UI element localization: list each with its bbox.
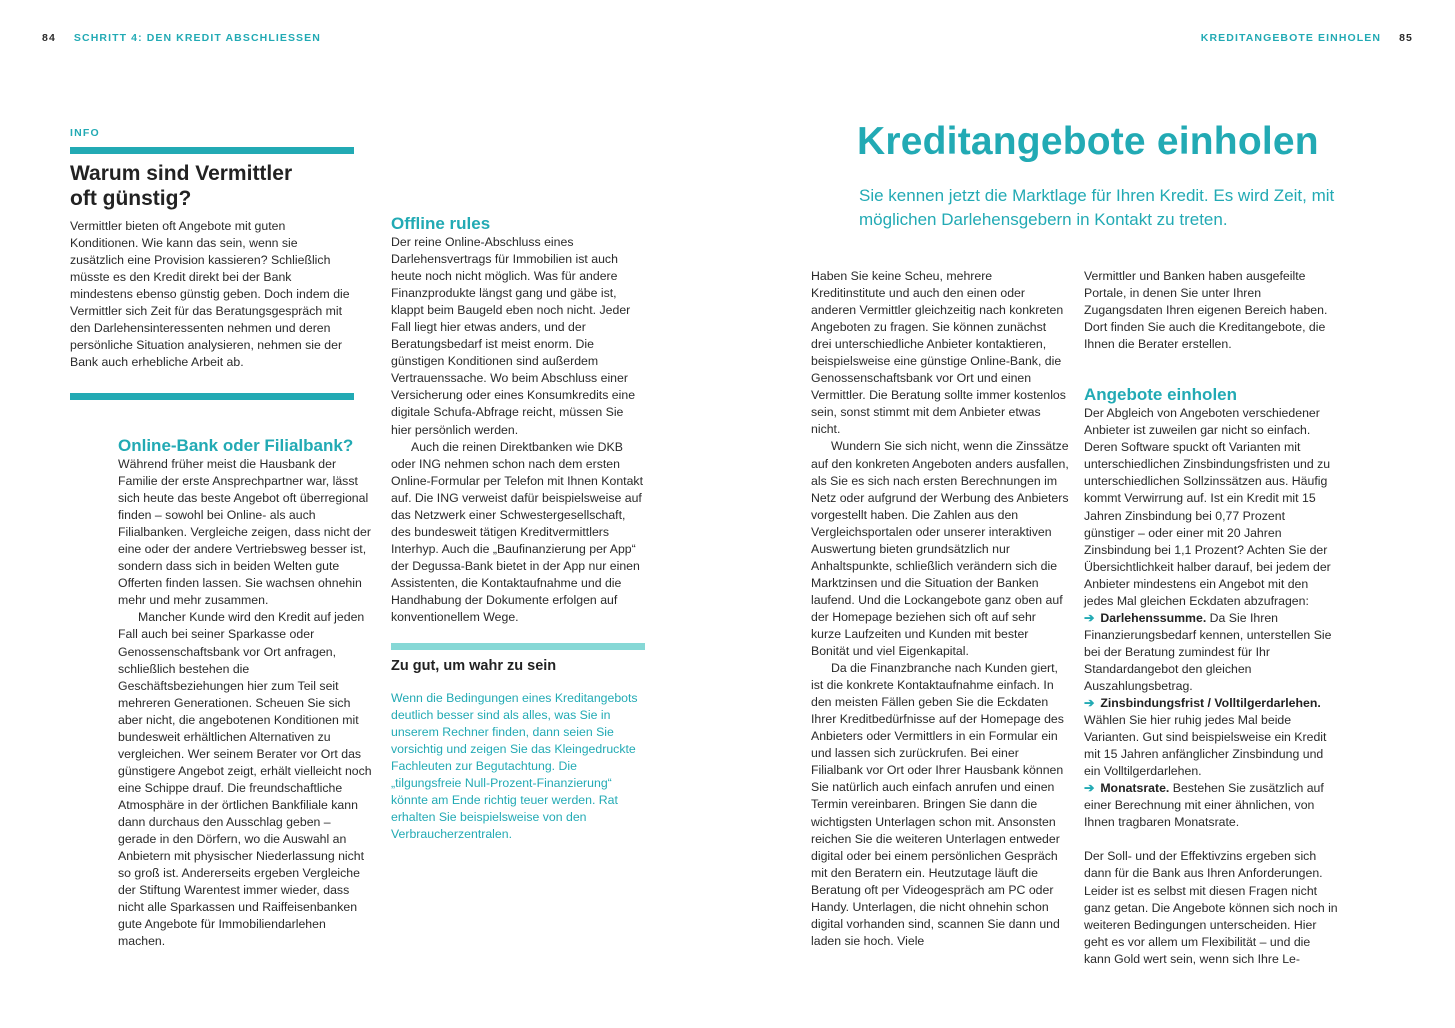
info-bottom-rule	[70, 393, 354, 400]
paragraph: Wundern Sie sich nicht, wenn die Zinssätze auf den konkreten Angeboten anders ausfallen, als Sie es sich nach ersten Berechnungen im Netz oder aufgrund der Werbung des Anbieters vorgestellt haben. Die Zahlen aus den Vergleichsportalen oder unserer interaktiven Auswertung bieten grundsätzlich nur Anhaltspunkte, schließlich verändern sich die Marktzinsen und die Situation der Banken laufend. Und die Lockangebote ganz oben auf der Homepage beziehen sich oft auf sehr kurze Laufzeiten und Kunden mit bester Bonität und viel Eigenkapital.	[811, 439, 1069, 659]
warning-text: Wenn die Bedingungen eines Kreditangebots deutlich besser sind als alles, was Sie in unserem Rechner finden, dann seien Sie vorsichtig und zeigen Sie das Kleingedruckte Fachleuten zur Begutachtung. Die „tilgungsfreie Null-Prozent-Finanzierung“ könnte am Ende richtig teuer werden. Rat erhalten Sie beispielsweise von den Verbraucherzentralen.	[391, 691, 638, 842]
chapter-lead: Sie kennen jetzt die Marktlage für Ihren Kredit. Es wird Zeit, mit möglichen Darlehensgebern in Kontakt zu treten.	[859, 186, 1335, 229]
paragraph: Der reine Online-Abschluss eines Darlehensvertrags für Immobilien ist auch heute noch nicht möglich. Was für andere Finanzprodukte längst gang und gäbe ist, klappt beim Baugeld eben noch nicht. Jeder Fall liegt hier etwas anders, und der Beratungsbedarf ist meist enorm. Die günstigen Konditionen sind außerdem Vertrauenssache. Wo beim Abschluss einer Versicherung oder eines Konsumkredits eine digitale Schufa-Abfrage reicht, müssen Sie hier persönlich werden.	[391, 235, 636, 437]
bullet-item	[1084, 780, 1338, 831]
right-column-1	[811, 268, 1069, 950]
left-running-title: SCHRITT 4: DEN KREDIT ABSCHLIESSEN	[73, 32, 321, 44]
arrow-right-icon: ➔	[1084, 610, 1095, 625]
arrow-right-icon: ➔	[1084, 696, 1095, 711]
warning-title: Zu gut, um wahr zu sein	[391, 658, 557, 674]
paragraph: Haben Sie keine Scheu, mehrere Kreditinstitute und auch den einen oder anderen Vermittler gleichzeitig nach konkreten Angeboten zu fragen. Sie können zunächst drei unterschiedliche Anbieter kontaktieren, beispielsweise eine günstige Online-Bank, die Genossenschaftsbank vor Ort und einen Vermittler. Die Beratung sollte immer kostenlos sein, sonst stimmt mit dem Anbieter etwas nicht.	[811, 269, 1066, 437]
info-title	[70, 162, 354, 211]
right-column-2	[1084, 268, 1338, 968]
arrow-right-icon: ➔	[1084, 781, 1095, 796]
info-top-rule	[70, 147, 354, 154]
bullet-list	[1084, 610, 1338, 832]
info-text: Vermittler bieten oft Angebote mit guten Konditionen. Wie kann das sein, wenn sie zusätzlich eine Provision kassieren? Schließlich müsste es den Kredit direkt bei der Bank mindestens ebenso günstig geben. Doch indem die Vermittler sich Zeit für das Beratungsgespräch mit den Darlehensinteressenten nehmen und deren persönliche Situation analysieren, nehmen sie der Bank auch erhebliche Arbeit ab.	[70, 219, 350, 370]
bullet-text: Bestehen Sie zusätzlich auf einer Berechnung mit einer ähnlichen, von Ihnen tragbaren Monatsrate.	[1084, 781, 1324, 830]
left-running-header	[42, 32, 321, 44]
warning-box	[391, 643, 645, 843]
info-label: INFO	[70, 127, 100, 139]
bullet-term: Zinsbindungsfrist / Volltilgerdarlehen.	[1100, 696, 1321, 711]
page-number-left: 84	[42, 32, 56, 44]
bullet-term: Monatsrate.	[1100, 781, 1170, 796]
section-heading: Angebote einholen	[1084, 385, 1237, 405]
paragraph: Auch die reinen Direktbanken wie DKB oder ING nehmen schon nach dem ersten Online-Formular per Telefon mit Ihnen Kontakt auf. Die ING verweist dafür beispielsweise auf das Netzwerk einer Schwestergesellschaft, des bundesweit tätigen Kreditvermittlers Interhyp. Auch die „Baufinanzierung per App“ der Degussa-Bank bietet in der App nur einen Assistenten, die Kontaktaufnahme und die Handhabung der Dokumente erfolgen auf konventionellem Wege.	[391, 439, 643, 625]
info-box	[70, 127, 354, 371]
right-running-header	[1201, 32, 1413, 44]
bullet-term: Darlehenssumme.	[1100, 610, 1207, 625]
bullet-item	[1084, 610, 1338, 695]
section-heading: Offline rules	[391, 214, 491, 233]
section-offline-rules	[391, 214, 646, 626]
info-title-line1: Warum sind Vermittler	[70, 162, 293, 185]
paragraph: Während früher meist die Hausbank der Familie der erste Ansprechpartner war, lässt sich heute das beste Angebot oft überregional finden – sowohl bei Online- als auch Filialbanken. Vergleiche zeigen, dass nicht der eine oder der andere Vertriebsweg besser ist, sondern dass sich in beiden Welten gute Offerten finden lassen. Sie wachsen ohnehin mehr und mehr zusammen.	[118, 457, 371, 608]
paragraph: Vermittler und Banken haben ausgefeilte Portale, in denen Sie unter Ihren Zugangsdaten Ihren eigenen Bereich haben. Dort finden Sie auch die Kreditangebote, die Ihnen die Berater erstellen.	[1084, 269, 1328, 352]
bullet-text: Wählen Sie hier ruhig jedes Mal beide Varianten. Gut sind beispielsweise ein Kredit mit 15 Jahren anfänglicher Zinsbindung und ein Volltilgerdarlehen.	[1084, 713, 1327, 779]
section-heading: Online-Bank oder Filialbank?	[118, 436, 354, 455]
info-title-line2: oft günstig?	[70, 186, 192, 210]
right-running-title: KREDITANGEBOTE EINHOLEN	[1200, 32, 1382, 44]
page-number-right: 85	[1399, 32, 1413, 44]
paragraph: Der Soll- und der Effektivzins ergeben sich dann für die Bank aus Ihren Anforderungen. Leider ist es selbst mit diesen Fragen nicht ganz getan. Die Angebote können sich noch in weiteren Bedingungen unterscheiden. Hier geht es vor allem um Flexibilität – und die kann Gold wert sein, wenn sich Ihre Le-	[1084, 849, 1338, 966]
paragraph: Da die Finanzbranche nach Kunden giert, ist die konkrete Kontaktaufnahme einfach. In den meisten Fällen geben Sie die Eckdaten Ihrer Kreditbedürfnisse auf der Homepage des Anbieters oder Vermittlers in ein Formular ein und lassen sich zurückrufen. Bei einer Filialbank vor Ort oder Ihrer Hausbank können Sie natürlich auch einfach anrufen und einen Termin vereinbaren. Bringen Sie dann die wichtigsten Unterlagen schon mit. Ansonsten reichen Sie die weiteren Unterlagen entweder digital oder bei einem persönlichen Gespräch mit den Beratern ein. Heutzutage läuft die Beratung oft per Videogespräch am PC oder Handy. Unterlagen, die nicht ohnehin schon digital vorhanden sind, scannen Sie dann und laden sie hoch. Viele	[811, 661, 1064, 948]
paragraph: Mancher Kunde wird den Kredit auf jeden Fall auch bei seiner Sparkasse oder Genossenschaftsbank vor Ort anfragen, schließlich bestehen die Geschäftsbeziehungen hier zum Teil seit mehreren Generationen. Scheuen Sie sich aber nicht, die angebotenen Konditionen mit bundesweit erhältlichen Alternativen zu vergleichen. Wer seinem Berater vor Ort das günstigere Angebot zeigt, erhält vielleicht noch eine Schippe drauf. Die freundschaftliche Atmosphäre in der örtlichen Bankfiliale kann dann durchaus den Ausschlag geben – gerade in den Dörfern, wo die Auswahl an Anbietern mit physischer Niederlassung nicht so groß ist. Andererseits ergeben Vergleiche der Stiftung Warentest immer wieder, dass nicht alle Sparkassen und Raiffeisenbanken gute Angebote für Immobiliendarlehen machen.	[118, 610, 372, 949]
bullet-item	[1084, 695, 1338, 780]
section-online-bank	[118, 436, 372, 950]
paragraph: Der Abgleich von Angeboten verschiedener Anbieter ist zuweilen gar nicht so einfach. Deren Software spuckt oft Varianten mit unterschiedlichen Zinsbindungsfristen und zu unterschiedlichen Sollzinssätzen aus. Häufig kommt Verwirrung auf. Ist ein Kredit mit 15 Jahren Zinsbindung bei 0,77 Prozent günstiger – oder einer mit 20 Jahren Zinsbindung bei 1,1 Prozent? Achten Sie der Übersichtlichkeit halber darauf, bei jedem der Anbieter mindestens ein Angebot mit den jedes Mal gleichen Eckdaten abzufragen:	[1084, 406, 1331, 608]
bullet-text: Da Sie Ihren Finanzierungsbedarf kennen, unterstellen Sie bei der Beratung zumindest für Ihr Standardangebot den gleichen Auszahlungsbetrag.	[1084, 610, 1332, 693]
warning-top-rule	[391, 643, 645, 650]
chapter-title: Kreditangebote einholen	[857, 120, 1319, 163]
